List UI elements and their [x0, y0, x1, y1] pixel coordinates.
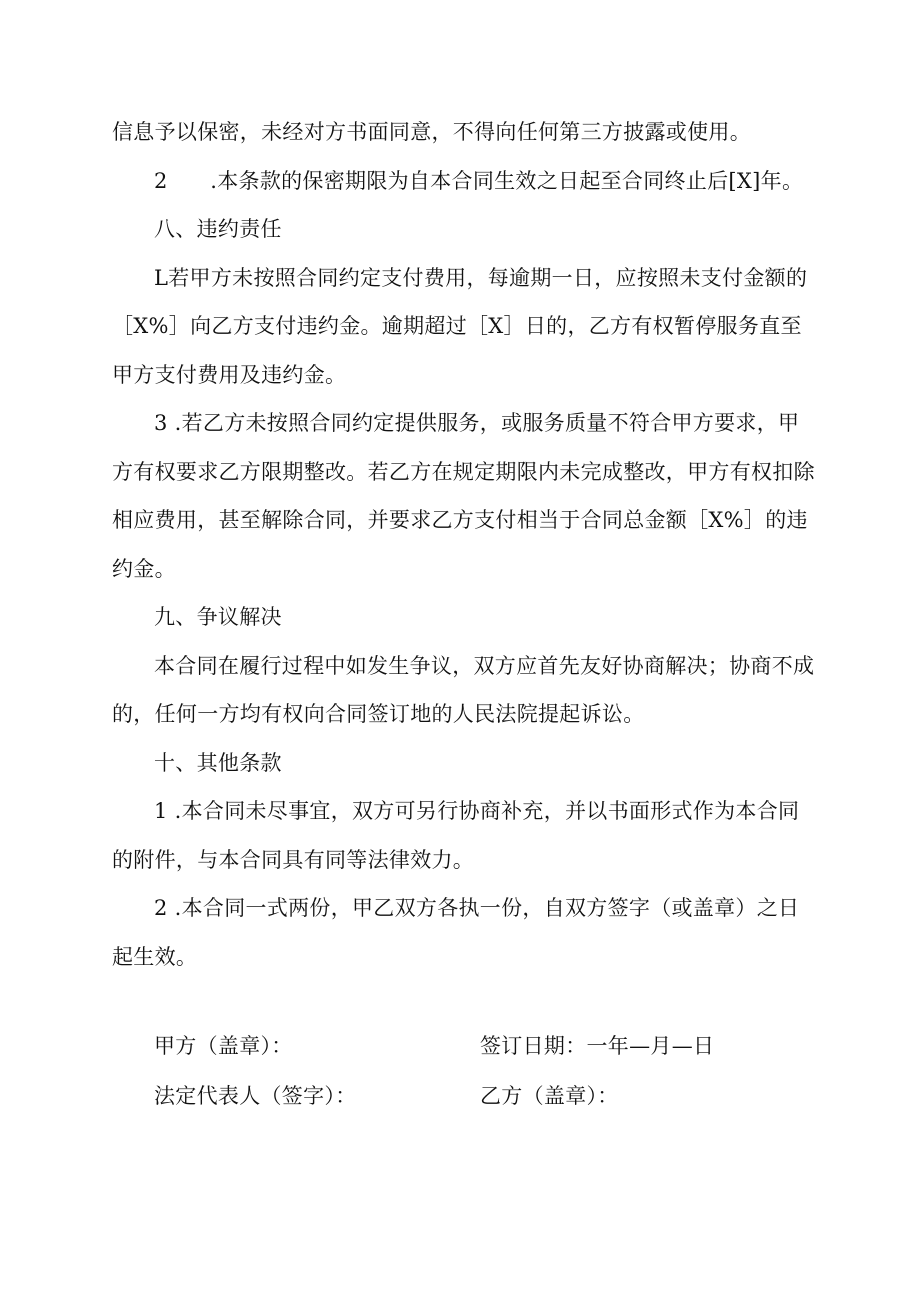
paragraph-breach-party-a: L若甲方未按照合同约定支付费用，每逾期一日，应按照未支付金额的［X%］向乙方支付违约金。逾期超过［X］日的，乙方有权暂停服务直至甲方支付费用及违约金。	[112, 265, 808, 387]
paragraph-confidentiality-end: 信息予以保密，未经对方书面同意，不得向任何第三方披露或使用。	[112, 120, 751, 144]
signature-row-1	[154, 1020, 774, 1070]
party-b-seal-label: 乙方（盖章）：	[480, 1084, 619, 1108]
paragraph-breach-party-b: 3 .若乙方未按照合同约定提供服务，或服务质量不符合甲方要求，甲方有权要求乙方限期整改。若乙方在规定期限内未完成整改，甲方有权扣除相应费用，甚至解除合同，并要求乙方支付相当于合同总金额［X%］的违约金。	[112, 411, 815, 581]
sign-date-label: 签订日期：一年—月—日	[480, 1034, 715, 1058]
section-heading-breach-liability: 八、违约责任	[154, 217, 282, 241]
signature-block	[154, 1020, 774, 1120]
section-heading-other-terms: 十、其他条款	[154, 750, 282, 775]
signature-row-2	[154, 1070, 774, 1120]
party-a-seal-label: 甲方（盖章）：	[154, 1034, 293, 1058]
paragraph-other-terms-1: 1 .本合同未尽事宜，双方可另行协商补充，并以书面形式作为本合同的附件，与本合同具有同等法律效力。	[112, 799, 800, 872]
paragraph-other-terms-2: 2 .本合同一式两份，甲乙双方各执一份，自双方签字（或盖章）之日起生效。	[112, 896, 800, 969]
legal-representative-label: 法定代表人（签字）：	[154, 1084, 357, 1108]
paragraph-confidentiality-term: 2 .本条款的保密期限为自本合同生效之日起至合同终止后[X]年。	[154, 168, 804, 193]
section-heading-dispute-resolution: 九、争议解决	[154, 605, 282, 629]
paragraph-dispute-resolution: 本合同在履行过程中如发生争议，双方应首先友好协商解决；协商不成的，任何一方均有权向合同签订地的人民法院提起诉讼。	[112, 653, 815, 726]
contract-body	[112, 108, 816, 981]
